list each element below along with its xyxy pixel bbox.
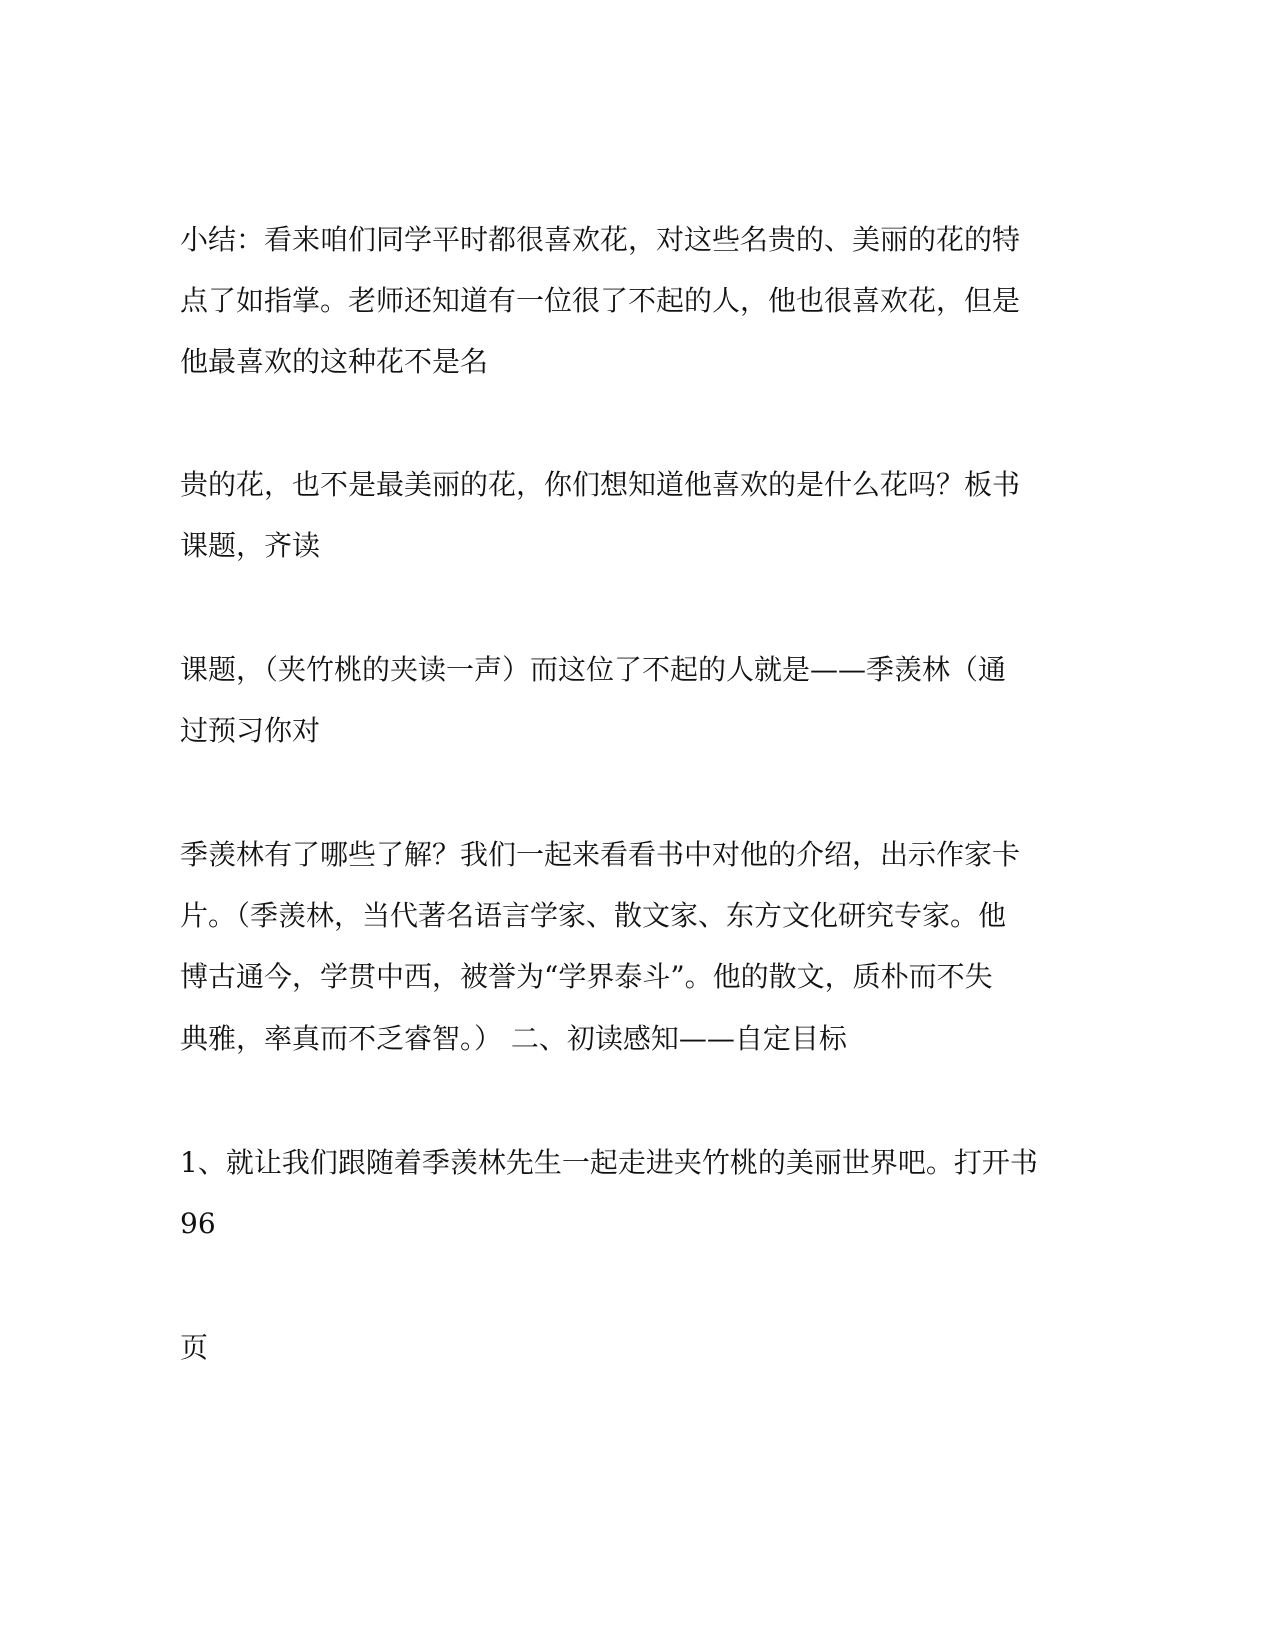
text-line: 典雅，率真而不乏睿智。） 二、初读感知——自定目标	[180, 1022, 847, 1055]
text-line: 博古通今，学贯中西，被誉为“学界泰斗”。他的散文，质朴而不失	[180, 960, 993, 993]
text-line: 片。（季羡林，当代著名语言学家、散文家、东方文化研究专家。他	[180, 899, 1007, 932]
text-line: 课题，（夹竹桃的夹读一声）而这位了不起的人就是——季羡林（通	[180, 653, 1007, 686]
text-line: 贵的花，也不是最美丽的花，你们想知道他喜欢的是什么花吗？板书	[180, 468, 1021, 501]
text-line: 课题，齐读	[180, 529, 321, 562]
text-line: 他最喜欢的这种花不是名	[180, 345, 489, 378]
text-line: 小结：看来咱们同学平时都很喜欢花，对这些名贵的、美丽的花的特	[180, 223, 1021, 256]
text-line: 过预习你对	[180, 714, 321, 747]
text-line: 1、就让我们跟随着季羡林先生一起走进夹竹桃的美丽世界吧。打开书	[180, 1146, 1038, 1179]
text-line: 96	[180, 1207, 216, 1240]
text-line: 点了如指掌。老师还知道有一位很了不起的人，他也很喜欢花，但是	[180, 284, 1021, 317]
text-line: 页	[180, 1331, 209, 1364]
text-line: 季羡林有了哪些了解？我们一起来看看书中对他的介绍，出示作家卡	[180, 838, 1021, 871]
